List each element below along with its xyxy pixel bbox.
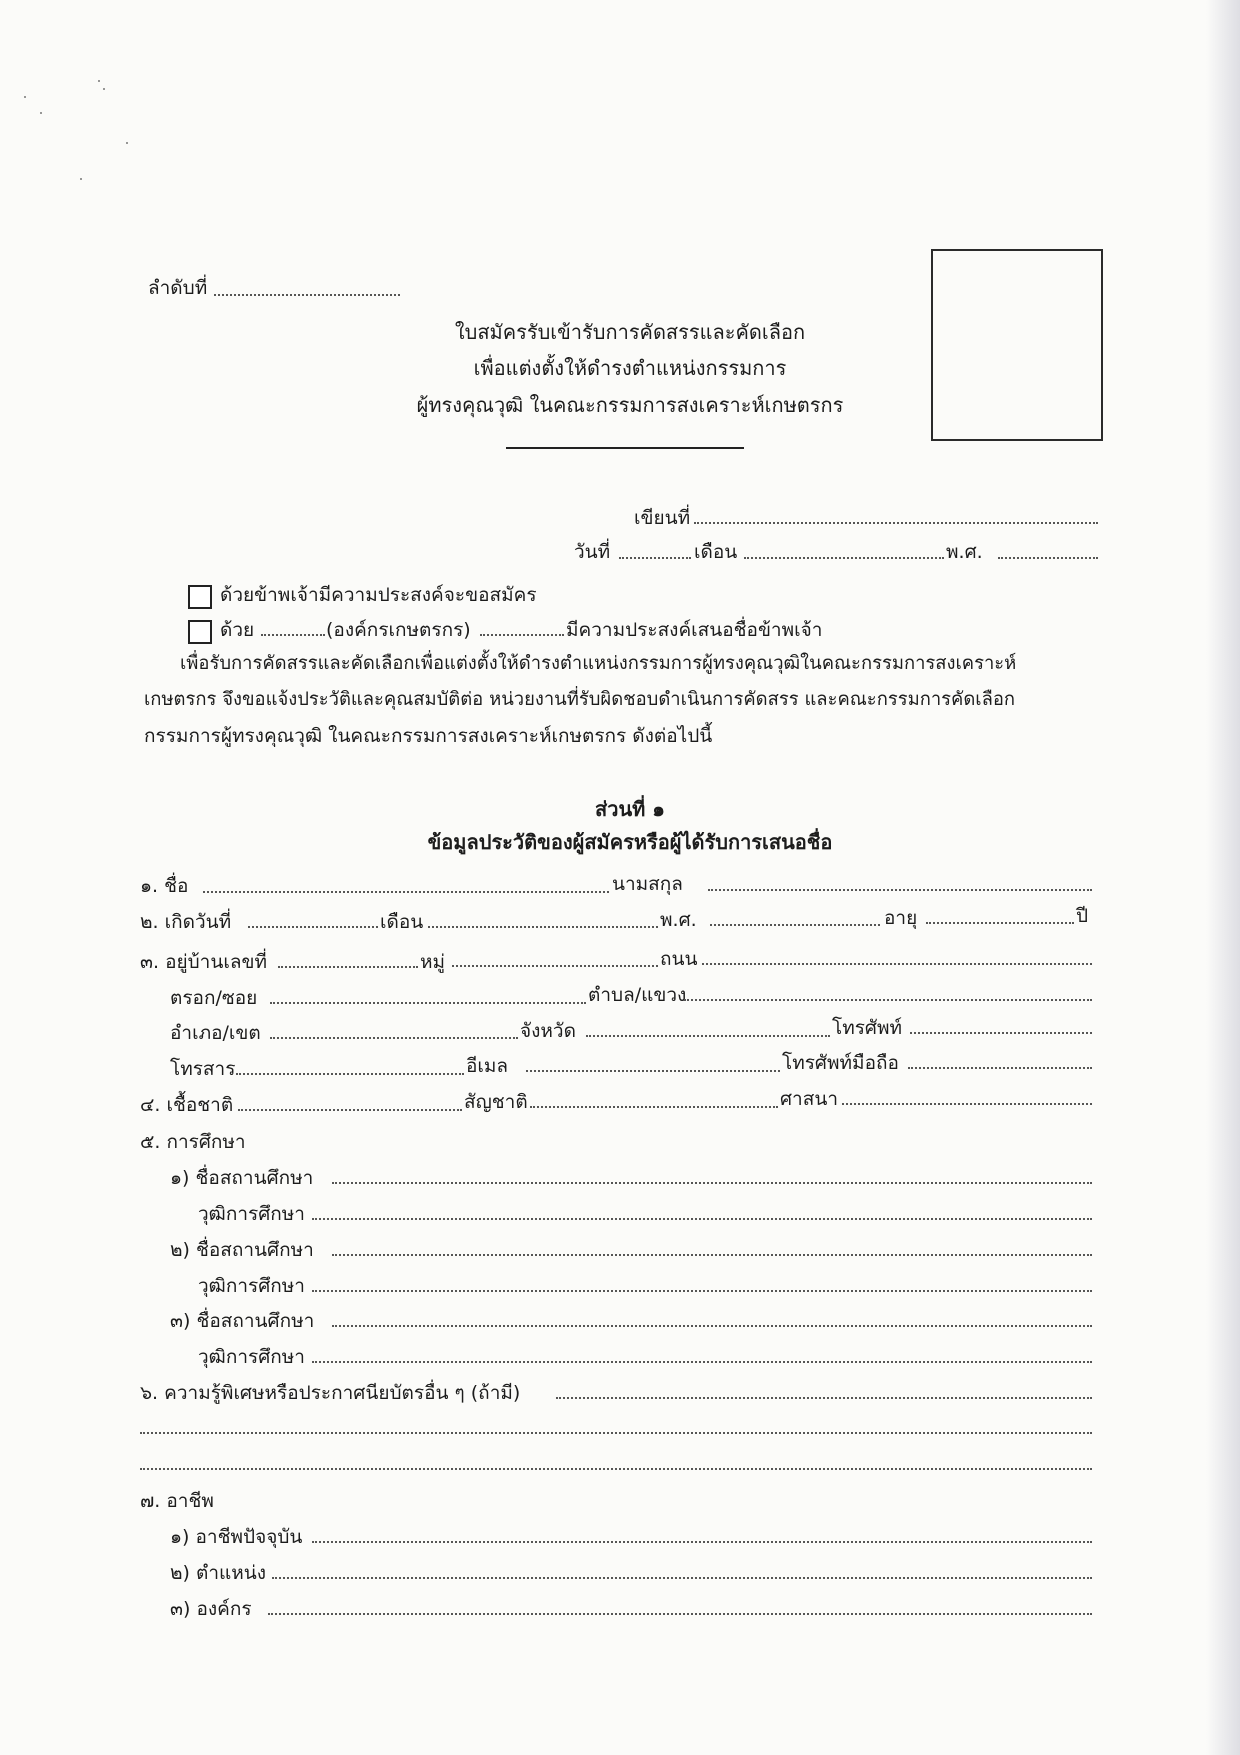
school-2-field[interactable] xyxy=(332,1254,1092,1256)
position-label: ๒) ตำแหน่ง xyxy=(170,1562,267,1584)
birth-day-label: ๒. เกิดวันที่ xyxy=(140,911,232,933)
intro-line-2: เกษตรกร จึงขอแจ้งประวัติและคุณสมบัติต่อ หน่วยงานที่รับผิดชอบดำเนินการคัดสรร และคณะกรรมการคัดเลือก xyxy=(144,689,1016,710)
school-3-label: ๓) ชื่อสถานศึกษา xyxy=(170,1310,315,1332)
nationality-label: สัญชาติ xyxy=(464,1091,528,1113)
section-heading: ส่วนที่ ๑ xyxy=(595,797,665,821)
tambon-field[interactable] xyxy=(684,999,1092,1001)
house-no-field[interactable] xyxy=(278,966,418,968)
moo-label: หมู่ xyxy=(420,951,446,973)
birth-month-field[interactable] xyxy=(428,926,658,928)
year-label: พ.ศ. xyxy=(946,541,983,563)
degree-2-label: วุฒิการศึกษา xyxy=(198,1275,305,1297)
scan-edge-shadow xyxy=(1206,0,1240,1755)
expertise-field-line-2[interactable] xyxy=(140,1432,1092,1434)
house-no-label: ๓. อยู่บ้านเลขที่ xyxy=(140,951,267,973)
degree-1-label: วุฒิการศึกษา xyxy=(198,1203,305,1225)
school-1-label: ๑) ชื่อสถานศึกษา xyxy=(170,1167,314,1189)
current-job-label: ๑) อาชีพปัจจุบัน xyxy=(170,1526,303,1548)
ethnicity-label: ๔. เชื้อชาติ xyxy=(140,1094,234,1116)
intro-line-3: กรรมการผู้ทรงคุณวุฒิ ในคณะกรรมการสงเคราะห์เกษตรกร ดังต่อไปนี้ xyxy=(144,725,713,747)
school-2-label: ๒) ชื่อสถานศึกษา xyxy=(170,1239,314,1261)
degree-3-label: วุฒิการศึกษา xyxy=(198,1346,305,1368)
road-field[interactable] xyxy=(702,963,1092,965)
soi-label: ตรอก/ซอย xyxy=(170,987,258,1009)
phone-field[interactable] xyxy=(910,1032,1092,1034)
birth-year-field[interactable] xyxy=(710,924,880,926)
mobile-field[interactable] xyxy=(908,1067,1092,1069)
education-label: ๕. การศึกษา xyxy=(140,1131,246,1153)
sequence-label: ลำดับที่ xyxy=(148,277,208,299)
province-label: จังหวัด xyxy=(520,1020,576,1042)
expertise-field-line-3[interactable] xyxy=(140,1468,1092,1470)
moo-field[interactable] xyxy=(452,965,658,967)
section-subheading: ข้อมูลประวัติของผู้สมัครหรือผู้ได้รับการเสนอชื่อ xyxy=(427,830,833,854)
scan-speck xyxy=(98,80,100,82)
tambon-label: ตำบล/แขวง xyxy=(588,984,687,1006)
scan-speck xyxy=(103,88,105,90)
nationality-field[interactable] xyxy=(530,1106,778,1108)
fax-label: โทรสาร xyxy=(170,1058,236,1080)
email-field[interactable] xyxy=(526,1070,780,1072)
scan-speck xyxy=(24,96,26,98)
sequence-field[interactable] xyxy=(214,294,400,296)
phone-label: โทรศัพท์ xyxy=(832,1017,903,1039)
age-unit-label: ปี xyxy=(1076,905,1089,927)
school-3-field[interactable] xyxy=(332,1325,1092,1327)
expertise-label: ๖. ความรู้พิเศษหรือประกาศนียบัตรอื่น ๆ (ถ้ามี) xyxy=(140,1382,521,1404)
self-apply-label: ด้วยข้าพเจ้ามีความประสงค์จะขอสมัคร xyxy=(220,584,537,606)
amphoe-field[interactable] xyxy=(270,1037,518,1039)
degree-2-field[interactable] xyxy=(312,1290,1092,1292)
year-field[interactable] xyxy=(998,557,1098,559)
form-title-line-3: ผู้ทรงคุณวุฒิ ในคณะกรรมการสงเคราะห์เกษตรกร xyxy=(416,393,844,417)
road-label: ถนน xyxy=(660,948,698,970)
org-nominate-checkbox[interactable] xyxy=(188,620,212,644)
day-label: วันที่ xyxy=(574,541,611,563)
day-field[interactable] xyxy=(619,557,691,559)
name-field[interactable] xyxy=(203,891,609,893)
soi-field[interactable] xyxy=(270,1002,586,1004)
self-apply-checkbox[interactable] xyxy=(188,585,212,609)
email-label: อีเมล xyxy=(466,1055,509,1077)
age-field[interactable] xyxy=(926,922,1074,924)
title-divider xyxy=(506,447,744,449)
degree-1-field[interactable] xyxy=(312,1218,1092,1220)
org-name-field[interactable] xyxy=(261,634,325,636)
written-at-label: เขียนที่ xyxy=(634,507,691,529)
scan-speck xyxy=(80,178,82,180)
form-title-line-2: เพื่อแต่งตั้งให้ดำรงตำแหน่งกรรมการ xyxy=(473,356,787,380)
amphoe-label: อำเภอ/เขต xyxy=(170,1022,261,1044)
position-field[interactable] xyxy=(272,1577,1092,1579)
written-at-field[interactable] xyxy=(694,522,1098,524)
surname-label: นามสกุล xyxy=(612,873,683,895)
religion-field[interactable] xyxy=(842,1103,1092,1105)
org-prefix-label: ด้วย xyxy=(220,619,255,641)
age-label: อายุ xyxy=(884,907,918,929)
degree-3-field[interactable] xyxy=(312,1361,1092,1363)
scan-speck xyxy=(40,112,42,114)
org-detail-field[interactable] xyxy=(480,634,564,636)
photo-box xyxy=(931,249,1103,441)
occupation-label: ๗. อาชีพ xyxy=(140,1490,214,1512)
form-title-line-1: ใบสมัครรับเข้ารับการคัดสรรและคัดเลือก xyxy=(454,320,806,344)
religion-label: ศาสนา xyxy=(780,1088,838,1110)
org-suffix-label: มีความประสงค์เสนอชื่อข้าพเจ้า xyxy=(566,619,823,641)
current-job-field[interactable] xyxy=(312,1541,1092,1543)
birth-month-label: เดือน xyxy=(380,911,424,933)
birth-day-field[interactable] xyxy=(248,926,378,928)
surname-field[interactable] xyxy=(708,889,1092,891)
intro-line-1: เพื่อรับการคัดสรรและคัดเลือกเพื่อแต่งตั้งให้ดำรงตำแหน่งกรรมการผู้ทรงคุณวุฒิในคณะกรรมการสงเคราะห์ xyxy=(180,653,1017,674)
month-field[interactable] xyxy=(744,557,944,559)
org-type-label: (องค์กรเกษตรกร) xyxy=(326,619,471,641)
month-label: เดือน xyxy=(694,541,738,563)
organization-label: ๓) องค์กร xyxy=(170,1598,252,1620)
fax-field[interactable] xyxy=(236,1073,464,1075)
school-1-field[interactable] xyxy=(332,1182,1092,1184)
birth-year-label: พ.ศ. xyxy=(660,909,697,931)
organization-field[interactable] xyxy=(268,1613,1092,1615)
name-label: ๑. ชื่อ xyxy=(140,875,189,897)
ethnicity-field[interactable] xyxy=(238,1109,462,1111)
province-field[interactable] xyxy=(586,1035,830,1037)
scan-speck xyxy=(126,142,128,144)
mobile-label: โทรศัพท์มือถือ xyxy=(782,1052,899,1074)
expertise-field[interactable] xyxy=(556,1397,1092,1399)
